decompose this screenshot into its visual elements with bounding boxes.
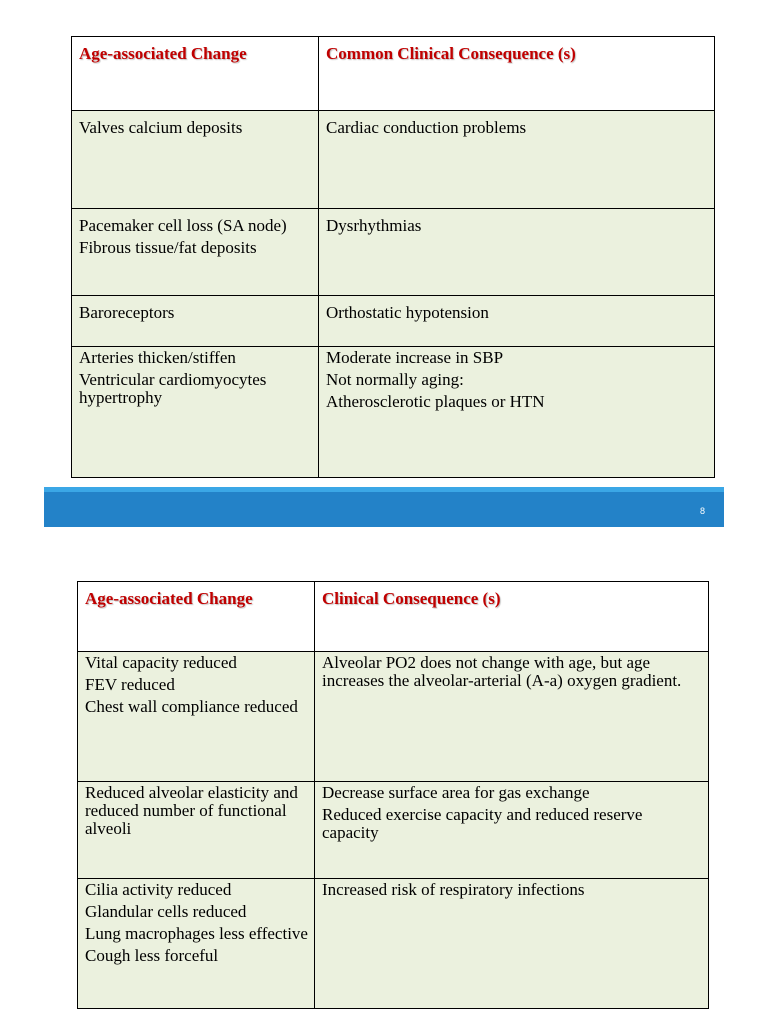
- cell-line: Arteries thicken/stiffen: [79, 348, 236, 367]
- consequence-cell: [315, 879, 709, 1009]
- cell-line: Ventricular cardiomyocytes hypertrophy: [79, 370, 267, 407]
- cell-line: Reduced alveolar elasticity and reduced number of functional alveoli: [85, 783, 298, 838]
- consequence-cell: [319, 347, 715, 478]
- table-row: [72, 209, 715, 296]
- cell-line: Orthostatic hypotension: [326, 303, 489, 322]
- slide-number: 8: [700, 506, 706, 516]
- change-cell: [72, 209, 319, 296]
- cell-line: Decrease surface area for gas exchange: [322, 783, 590, 802]
- cell-line: Dysrhythmias: [326, 216, 422, 235]
- change-cell: [72, 347, 319, 478]
- consequence-cell: [319, 209, 715, 296]
- table-header-row: [72, 37, 715, 111]
- cell-line: Cardiac conduction problems: [326, 118, 527, 137]
- table-row: [78, 652, 709, 782]
- table-row: [72, 347, 715, 478]
- change-cell: [78, 879, 315, 1009]
- cell-line: Not normally aging:: [326, 370, 464, 389]
- cell-line: Vital capacity reduced: [85, 653, 237, 672]
- change-cell: [78, 652, 315, 782]
- cell-line: Atherosclerotic plaques or HTN: [326, 392, 545, 411]
- table-row: [78, 782, 709, 879]
- cell-line: Glandular cells reduced: [85, 902, 247, 921]
- cell-line: Lung macrophages less effective: [85, 924, 308, 943]
- table-row: [78, 879, 709, 1009]
- cell-line: Chest wall compliance reduced: [85, 697, 298, 716]
- cell-line: Reduced exercise capacity and reduced reserve capacity: [322, 805, 643, 842]
- table-row: [72, 296, 715, 347]
- consequence-cell: [315, 782, 709, 879]
- change-cell: [78, 782, 315, 879]
- cell-line: FEV reduced: [85, 675, 175, 694]
- cell-line: Moderate increase in SBP: [326, 348, 504, 367]
- slide-footer-bar: [44, 487, 724, 527]
- cell-line: Cilia activity reduced: [85, 880, 232, 899]
- header-age-change: Age-associated Change: [72, 37, 319, 111]
- cell-line: Fibrous tissue/fat deposits: [79, 238, 257, 257]
- header-consequence: Clinical Consequence (s): [315, 582, 709, 652]
- cardiovascular-aging-table: [71, 36, 715, 478]
- respiratory-aging-table: [77, 581, 709, 1009]
- change-cell: [72, 111, 319, 209]
- change-cell: [72, 296, 319, 347]
- cell-line: Baroreceptors: [79, 303, 175, 322]
- table-header-row: [78, 582, 709, 652]
- cell-line: Cough less forceful: [85, 946, 219, 965]
- table-row: [72, 111, 715, 209]
- cell-line: Alveolar PO2 does not change with age, but age increases the alveolar-arterial (A-a) oxygen gradient.: [322, 653, 682, 690]
- cell-line: Pacemaker cell loss (SA node): [79, 216, 287, 235]
- header-age-change: Age-associated Change: [78, 582, 315, 652]
- consequence-cell: [315, 652, 709, 782]
- header-consequence: Common Clinical Consequence (s): [319, 37, 715, 111]
- consequence-cell: [319, 296, 715, 347]
- footer-stripe: [44, 487, 724, 492]
- cell-line: Increased risk of respiratory infections: [322, 880, 585, 899]
- cell-line: Valves calcium deposits: [79, 118, 243, 137]
- consequence-cell: [319, 111, 715, 209]
